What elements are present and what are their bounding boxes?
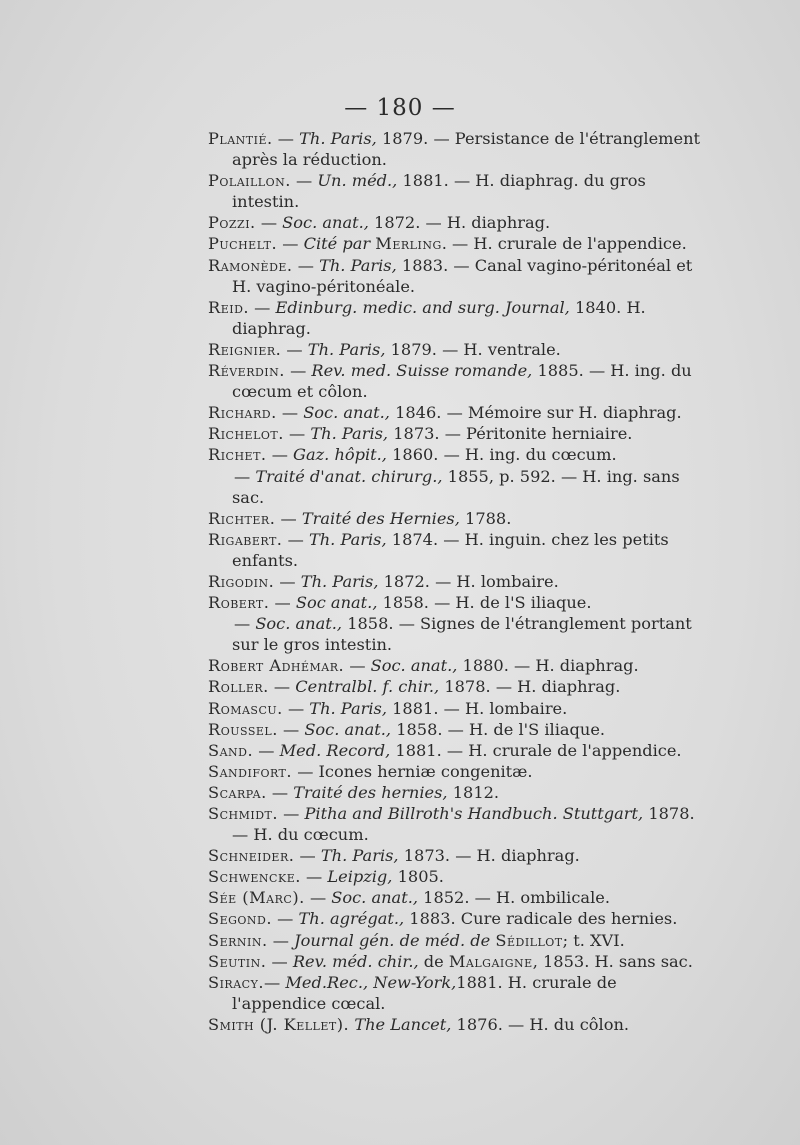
entry-cited-name: Malgaigne	[448, 951, 533, 971]
entry-text: —	[281, 339, 308, 359]
entry-author: Plantié.	[208, 129, 273, 148]
entry-text: 1846. — Mémoire sur H. diaphrag.	[389, 403, 682, 423]
entry-text: —	[249, 297, 276, 317]
entry-text: 1883. — Canal vagino-péritonéal et H. vagino-péritonéale.	[232, 255, 693, 296]
entry-text: 1881. — H. crurale de l'appendice.	[390, 740, 682, 760]
entry-author: Polaillon.	[208, 171, 291, 191]
entry-source: Edinburg. medic. and surg. Journal,	[275, 297, 570, 317]
entry-author: Robert Adhémar.	[208, 656, 345, 676]
entry-text: ; t. XVI.	[562, 930, 625, 950]
entry-text: —	[274, 571, 301, 591]
entry-author: Schwencke.	[208, 867, 301, 887]
entry-cited-name: Merling	[375, 234, 442, 254]
bibliography-entry	[208, 212, 708, 233]
bibliography-entry	[208, 423, 708, 444]
entry-source: Leipzig,	[327, 867, 393, 887]
entry-author: Schneider.	[208, 846, 295, 866]
bibliography-entry	[208, 297, 708, 339]
bibliography-entry	[208, 128, 708, 170]
entry-text: 1812.	[447, 782, 500, 802]
entry-text: —	[276, 403, 304, 423]
bibliography-entry	[208, 930, 708, 951]
entry-source: Soc. anat.,	[304, 719, 392, 739]
entry-text: 1805.	[392, 867, 444, 887]
entry-source: Th. Paris,	[300, 571, 379, 591]
entry-author: Richter.	[208, 508, 276, 528]
bibliography-entry	[208, 845, 708, 866]
entry-author: Sernin.	[208, 930, 268, 950]
entry-text: —	[272, 909, 299, 929]
bibliography-entry	[208, 972, 708, 1014]
page-number: — 180 —	[344, 95, 456, 121]
entry-text: —	[268, 677, 296, 697]
entry-source: Traité d'anat. chirurg.,	[255, 466, 443, 486]
entry-source: Soc. anat.,	[303, 403, 390, 423]
entry-source: Centralbl. f. chir.,	[295, 677, 440, 697]
entry-text: —	[255, 213, 283, 233]
entry-source: Soc. anat.,	[282, 213, 369, 233]
entry-source: Soc anat.,	[295, 593, 378, 613]
entry-text: —	[300, 867, 328, 887]
bibliography-entry	[208, 613, 708, 655]
bibliography-entry	[208, 782, 708, 803]
entry-author: Roller.	[208, 677, 269, 697]
entry-source: Traité des hernies,	[293, 782, 448, 802]
entry-source: Th. Paris,	[307, 339, 386, 359]
bibliography-entry	[208, 698, 708, 719]
entry-text: —	[267, 930, 295, 950]
entry-source: Rev. méd. chir.,	[292, 951, 419, 971]
entry-author: Seutin.	[208, 951, 267, 971]
bibliography-entry	[208, 951, 708, 972]
bibliography-list	[208, 128, 708, 1035]
entry-text: —	[277, 719, 305, 739]
entry-author: Robert.	[208, 593, 270, 613]
bibliography-entry	[208, 887, 708, 908]
entry-text: 1788.	[459, 508, 512, 528]
entry-author: Sandifort.	[208, 761, 293, 781]
entry-source: The Lancet,	[354, 1014, 452, 1034]
entry-source: Soc. anat.,	[370, 656, 458, 676]
entry-text: —	[290, 171, 318, 191]
bibliography-entry	[208, 233, 708, 254]
bibliography-entry	[208, 592, 708, 613]
entry-text: , 1853. H. sans sac.	[532, 951, 693, 971]
entry-text: —	[253, 740, 280, 760]
entry-text: de	[418, 951, 449, 971]
entry-author: Schmidt.	[208, 804, 279, 823]
entry-text: 1858. — Signes de l'étranglement portant sur le gros intestin.	[232, 614, 692, 655]
bibliography-entry	[208, 866, 708, 887]
entry-text: —	[284, 361, 312, 381]
entry-text: —	[282, 698, 310, 718]
bibliography-entry	[208, 571, 708, 592]
bibliography-entry	[208, 719, 708, 740]
entry-text: —	[266, 782, 294, 802]
entry-text: 1858. — H. de l'S iliaque.	[391, 719, 606, 739]
entry-source: Th. Paris,	[320, 846, 399, 866]
entry-author: Ramonède.	[208, 255, 293, 275]
entry-text: — Icones herniæ congenitæ.	[292, 761, 533, 781]
entry-text: 1878. — H. du cœcum.	[232, 804, 695, 845]
entry-source: Soc. anat.,	[331, 888, 418, 908]
bibliography-entry	[208, 908, 708, 929]
entry-text: 1872. — H. diaphrag.	[368, 213, 551, 233]
entry-text: 1879. — Persistance de l'étranglement après la réduction.	[232, 129, 701, 170]
entry-text: 1840. H. diaphrag.	[232, 297, 646, 338]
bibliography-entry	[208, 676, 708, 697]
entry-source: Pitha and Billroth's Handbuch. Stuttgart,	[304, 804, 644, 823]
entry-author: Scarpa.	[208, 782, 267, 802]
entry-source: Th. Paris,	[309, 698, 387, 718]
entry-author: Sée (Marc).	[208, 888, 305, 908]
entry-author: Réverdin.	[208, 361, 285, 381]
bibliography-entry	[208, 360, 708, 402]
entry-text: —	[278, 804, 305, 823]
bibliography-entry	[208, 444, 708, 465]
entry-author: Roussel.	[208, 719, 278, 739]
entry-author: Romascu.	[208, 698, 283, 718]
entry-author: Reignier.	[208, 339, 282, 359]
entry-text: 1881. H. crurale de l'appendice cœcal.	[232, 972, 617, 1013]
bibliography-entry	[208, 1014, 708, 1035]
entry-source: Th. Paris,	[319, 255, 397, 275]
entry-source: Traité des Hernies,	[301, 508, 460, 528]
entry-text: 1858. — H. de l'S iliaque.	[377, 593, 592, 613]
entry-text: . — H. crurale de l'appendice.	[441, 234, 687, 254]
entry-author: Rigodin.	[208, 571, 275, 591]
entry-text: 1880. — H. diaphrag.	[457, 656, 639, 676]
entry-text: 1872. — H. lombaire.	[378, 571, 559, 591]
bibliography-entry	[208, 761, 708, 782]
entry-text: —	[266, 445, 294, 465]
entry-author: Richard.	[208, 403, 277, 423]
entry-text: 1876. — H. du côlon.	[451, 1014, 630, 1034]
entry-text: —	[269, 593, 296, 613]
entry-source: Soc. anat.,	[255, 614, 343, 634]
entry-source: Med. Record,	[279, 740, 391, 760]
entry-text: —	[344, 656, 371, 676]
entry-text: —	[304, 888, 332, 908]
entry-author: Richet.	[208, 445, 267, 465]
entry-author: Siracy.	[208, 972, 264, 992]
bibliography-entry	[208, 466, 708, 508]
entry-text: 1874. — H. inguin. chez les petits enfants.	[232, 529, 669, 570]
entry-text: —	[282, 529, 309, 549]
entry-source: Gaz. hôpit.,	[293, 445, 387, 465]
entry-text: —	[234, 466, 256, 486]
bibliography-entry	[208, 655, 708, 676]
entry-text: 1879. — H. ventrale.	[385, 339, 561, 359]
entry-text: —	[283, 424, 311, 444]
entry-author: Segond.	[208, 909, 273, 929]
entry-text: —	[264, 972, 286, 992]
bibliography-entry	[208, 508, 708, 529]
bibliography-entry	[208, 339, 708, 360]
entry-text: 1852. — H. ombilicale.	[418, 888, 610, 908]
entry-source: Th. Paris,	[299, 129, 377, 148]
entry-author: Reid.	[208, 297, 250, 317]
entry-author: Puchelt.	[208, 234, 278, 254]
entry-text: —	[272, 129, 300, 148]
entry-source: Med.Rec., New-York,	[285, 972, 457, 992]
bibliography-entry	[208, 170, 708, 212]
entry-source: Th. agrégat.,	[298, 909, 405, 929]
entry-author: Richelot.	[208, 424, 284, 444]
entry-text: 1873. — H. diaphrag.	[398, 846, 580, 866]
entry-text: —	[275, 508, 302, 528]
entry-author: Rigabert.	[208, 529, 283, 549]
entry-author: Smith (J. Kellet).	[208, 1014, 350, 1034]
entry-author: Pozzi.	[208, 213, 256, 233]
entry-source: Un. méd.,	[317, 171, 398, 191]
entry-cited-name: Sédillot	[495, 930, 563, 950]
entry-text: —	[277, 234, 304, 254]
entry-source: Th. Paris,	[308, 529, 387, 549]
entry-source: Rev. med. Suisse romande,	[311, 361, 533, 381]
entry-text: —	[292, 255, 320, 275]
bibliography-entry	[208, 740, 708, 761]
entry-text: —	[234, 614, 256, 634]
bibliography-entry	[208, 529, 708, 571]
entry-text: —	[266, 951, 293, 971]
entry-text: 1883. Cure radicale des hernies.	[404, 909, 678, 929]
bibliography-entry	[208, 803, 708, 845]
entry-source: Journal gén. de méd. de	[294, 930, 491, 950]
entry-text: 1878. — H. diaphrag.	[439, 677, 621, 697]
entry-text: 1881. — H. diaphrag. du gros intestin.	[232, 171, 646, 212]
entry-text: 1881. — H. lombaire.	[386, 698, 568, 718]
entry-author: Sand.	[208, 740, 254, 760]
entry-text: 1873. — Péritonite herniaire.	[388, 424, 633, 444]
entry-text: 1885. — H. ing. du cœcum et côlon.	[232, 361, 692, 402]
entry-text: —	[294, 846, 321, 866]
entry-text: 1855, p. 592. — H. ing. sans sac.	[232, 466, 680, 507]
bibliography-entry	[208, 255, 708, 297]
bibliography-entry	[208, 402, 708, 423]
entry-text: 1860. — H. ing. du cœcum.	[386, 445, 617, 465]
entry-source: Cité par	[303, 234, 371, 254]
entry-source: Th. Paris,	[310, 424, 389, 444]
